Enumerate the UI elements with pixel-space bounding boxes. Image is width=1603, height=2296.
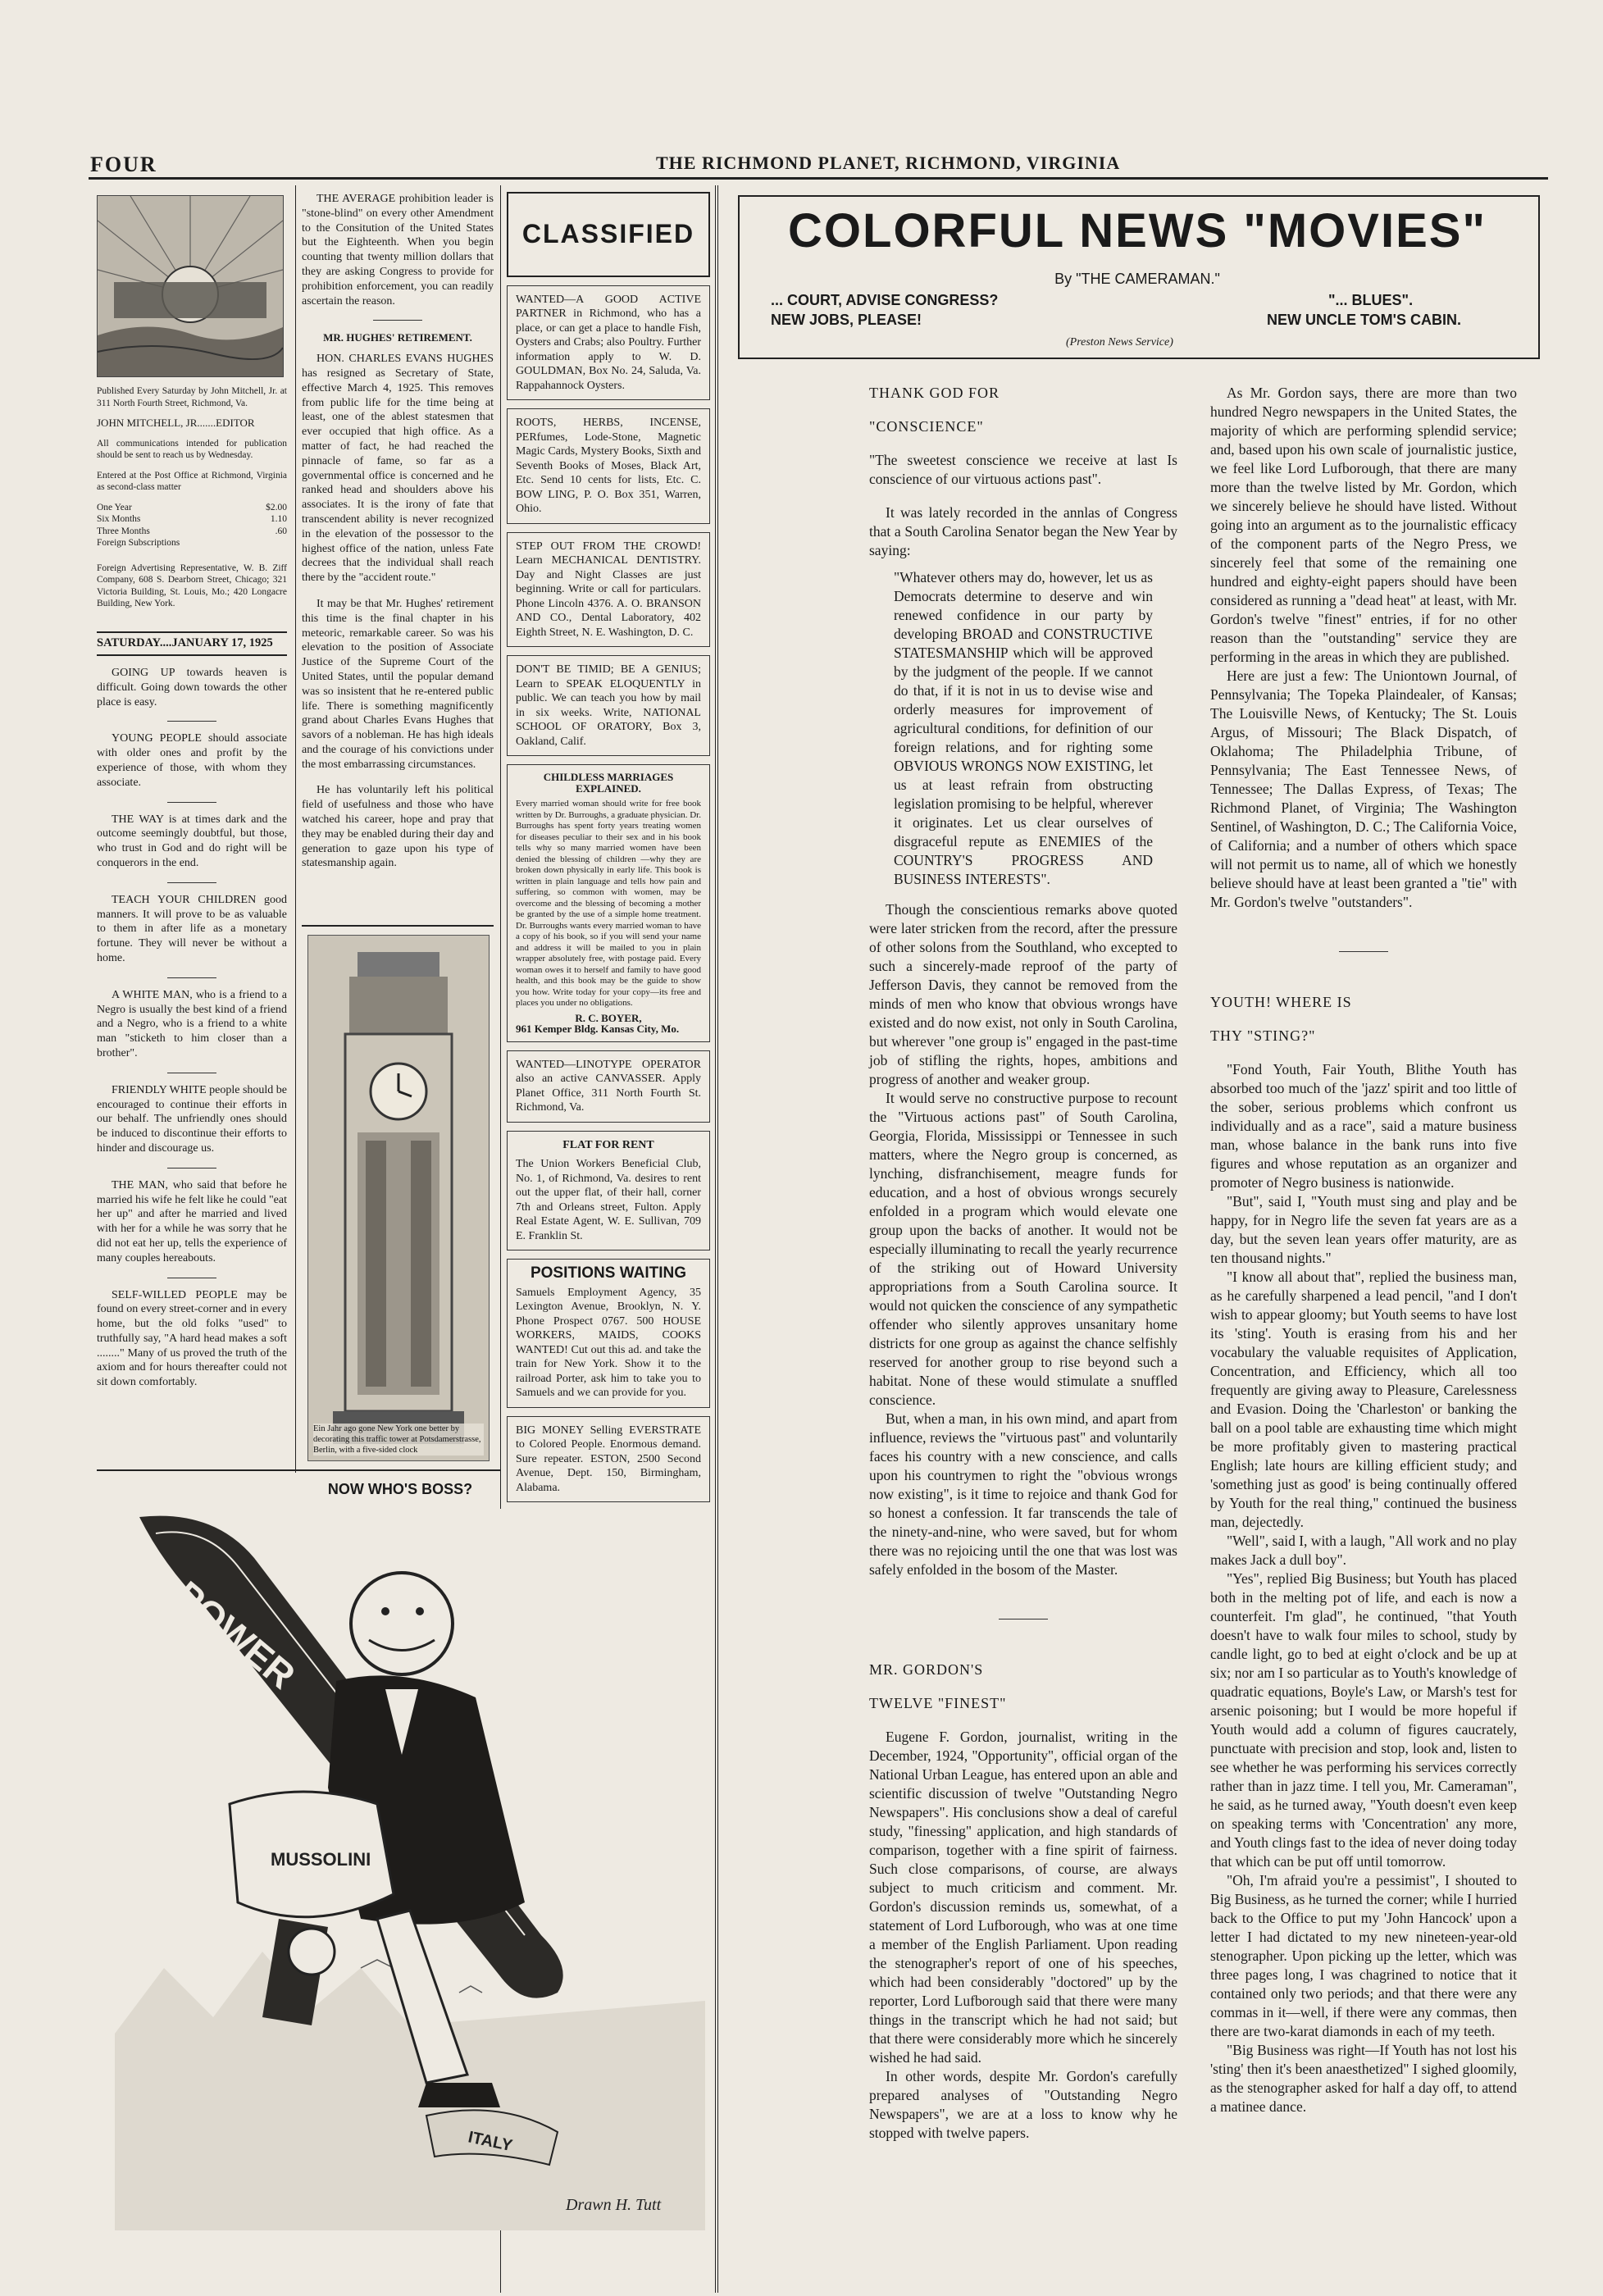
publication-notice: All communications intended for publication should be sent to reach us by Wednesday. bbox=[97, 438, 287, 460]
paragraph: GOING UP towards heaven is difficult. Going down towards the other place is easy. bbox=[97, 667, 287, 708]
paper-title: THE RICHMOND PLANET, RICHMOND, VIRGINIA bbox=[656, 153, 1121, 173]
childless-text: Every married woman should write for free book written by Dr. Burroughs, a graduate physician. Dr. Burroughs has spent forty years treating women for diseases peculiar to their sex and in his book tells why so many married women have been denied the blessing of children —why they are broken down physically in early life. This book is written in plain language and tells how pain and suffering, so common with women, may be overcome and the blessing of becoming a mother be granted by the use of a simple home treatment. Dr. Burroughs wants every married woman to have a copy of his book, so if you will send your name and address it will be mailed to you in plain wrapper absolutely free, with postage paid. Every woman owes it to herself and family to have good health, and this book may be the guide to show you how. Write today for your copy—its free and places you under no obligations. bbox=[516, 799, 701, 1008]
article2-heading-2: TWELVE "FINEST" bbox=[869, 1695, 1007, 1711]
childless-signature: R. C. BOYER, bbox=[575, 1011, 642, 1024]
article2-paragraph: As Mr. Gordon says, there are more than two hundred Negro newspapers in the United States, the majority of which are performing splendid service; and, based upon his own scale of journalistic justice, we feel like Lord Lufborough, that there are many more than the twelve listed by Mr. Gordon, which we sincerely believe he should have listed. Without going into an argument as to the journalistic efficacy of the component parts of the Negro Press, we sincerely feel that some of the remaining one hundred and eighty-eight papers should have been considered as running a "dead heat" at least, with Mr. Gordon's twelve "finest" entries, if for no other reason than the "outstanding" service they are performing in the areas in which they are published. bbox=[1210, 385, 1517, 665]
dateline: SATURDAY....JANUARY 17, 1925 bbox=[97, 636, 273, 649]
feature-credit: (Preston News Service) bbox=[1066, 336, 1173, 348]
paragraph: TEACH YOUR CHILDREN good manners. It will prove to be as valuable to them in after life as a monetary fortune. They will never be without a home. bbox=[97, 893, 287, 964]
advertising-rep: Foreign Advertising Representative, W. B. Ziff Company, 608 S. Dearborn Street, Chicago; 321 Victoria Building, St. Louis, Mo.; 420 Longacre Building, New York. bbox=[97, 563, 287, 608]
paragraph: He has voluntarily left his political field of usefulness and those who have watched his career, hope and pray that they may be enabled during their day and generation to gaze upon his type of statesmanship again. bbox=[302, 784, 494, 870]
separator bbox=[167, 802, 216, 803]
page-number: FOUR bbox=[90, 153, 157, 176]
photo-caption: Ein Jahr ago gone New York one better by decorating this traffic tower at Potsdamerstrasse, Berlin, with a five-sided clock bbox=[313, 1424, 484, 1456]
article3-heading-1: YOUTH! WHERE IS bbox=[1210, 994, 1352, 1010]
article3-paragraph: "Oh, I'm afraid you're a pessimist", I shouted to Big Business, as he turned the corner; while I hurried back to the Office to put my 'John Hancock' upon a letter I had dictated to my new nineteen-year-old stenographer. Upon picking up the letter, which was three pages long, I was chagrined to notice that it contained only two periods; and that there were any commas in it—well, if there were any commas, then there are two-karat diamonds in each of my teeth. bbox=[1210, 1872, 1517, 2039]
separator bbox=[999, 1619, 1048, 1620]
article2-paragraph: In other words, despite Mr. Gordon's carefully prepared analyses of "Outstanding Negro Newspapers", we are at a loss to know why he stopped with twelve papers. bbox=[869, 2068, 1177, 2141]
article3-heading-2: THY "STING?" bbox=[1210, 1027, 1316, 1044]
paragraph: YOUNG PEOPLE should associate with older ones and profit by the experience of those, with whom they associate. bbox=[97, 732, 287, 789]
article3-paragraph: "I know all about that", replied the business man, as he carefully sharpened a lead pencil, "and I don't wish to appear gloomy; but Youth seems to have lost its 'sting'. Youth is erasing from his and her vocabulary the valuable requisites of Application, Concentration, and Efficiency, which all too frequently are giving away to Pleasure, Carelessness and Evasion. Doing the 'Charleston' or banking the ball on a pool table are exhausting time which might be more profitably given to mastering practical English; late hours are killing efficient study; and 'something just as good' is being continually offered by Youth for the real thing," continued the business man, dejectedly. bbox=[1210, 1269, 1517, 1530]
paragraph: HON. CHARLES EVANS HUGHES has resigned as Secretary of State, effective March 4, 1925. This removes from public life for the time being at least, one of the ablest statesmen that ever occupied that high office. As a matter of fact, he had reached the pinnacle of fame, so far as a governmental office is concerned and he ranked head and shoulders above his associates. It is the irony of fate that transcendent ability is never recognized in the elevation of the possessor to the highest office of the nation, unless Fate decrees that the individual shall reach there by the "accident route." bbox=[302, 353, 494, 585]
bigmoney-ad: BIG MONEY Selling EVERSTRATE to Colored People. Enormous demand. Sure repeater. ESTON, 2500 Second Avenue, Dept. 150, Birmingham, Alabama. bbox=[507, 1416, 710, 1503]
flat-text: The Union Workers Beneficial Club, No. 1, of Richmond, Va. desires to rent out the upper flat, of their hall, corner 7th and Orleans street, Fulton. Apply Real Estate Agent, W. E. Sullivan, 709 E. Franklin St. bbox=[516, 1158, 701, 1242]
feature-banner-title: COLORFUL NEWS "MOVIES" bbox=[788, 204, 1487, 257]
article1-paragraph: But, when a man, in his own mind, and apart from influence, reviews the "virtuous past" and voluntarily faces his country with a new conscience, and calls upon his countrymen to right the "obvious wrongs now existing", is it time to rejoice and thank God for so honest a confession. It far transcends the tale of the ninety-and-nine, who were saved, but for whom there was no rejoicing until the one that was lost was safely enfolded in the bosom of the Master. bbox=[869, 1410, 1177, 1578]
article3-paragraph: "Big Business was right—If Youth has not lost his 'sting' then it's been anaesthetized" I sighed gloomily, as the stenographer asked for half a day off, to attend a matinee dance. bbox=[1210, 2042, 1517, 2115]
article3-paragraph: "Fond Youth, Fair Youth, Blithe Youth has absorbed too much of the 'jazz' spirit and too little of the sober, serious problems which confront us individually and as a race", said a mature business man, whose balance in the bank runs into five figures and whose reputation as an organizer and promoter of Negro business is nationwide. bbox=[1210, 1061, 1517, 1191]
subscription-rates bbox=[97, 502, 287, 549]
column-rule bbox=[295, 185, 296, 1473]
article1-quote: "Whatever others may do, however, let us as Democrats determine to deserve and win renewed confidence in our party by developing BROAD and CONSTRUCTIVE STATESMANSHIP which will be approved by the judgment of the people. If we cannot do that, if it is not in us to devise wise and orderly measures for improvement of agricultural conditions, for definition of our foreign relations, and for righting some OBVIOUS WRONGS NOW EXISTING, let us at least refrain from obstructing legislation promising to be helpful, wherever it originates. Let us clear ourselves of disgraceful repute as ENEMIES of the COUNTRY'S PROGRESS AND BUSINESS INTERESTS". bbox=[894, 569, 1153, 887]
club-label: POWER bbox=[166, 1572, 304, 1697]
dateline-rule-top bbox=[97, 631, 287, 633]
paragraph: It may be that Mr. Hughes' retirement this time is the final chapter in his meteoric, remarkable career. So was his elevation to the position of Associate Justice of the Supreme Court of the United States, until the popular demand was so insistent that he re-entered public life. There is something magnificently grand about Charles Evans Hughes that savors of a nobleman. He has high ideals and the courage of his convictions under the most embarrassing circumstances. bbox=[302, 597, 494, 771]
rate-row: Three Months .60 bbox=[97, 526, 287, 536]
childless-address: 961 Kemper Bldg. Kansas City, Mo. bbox=[516, 1023, 680, 1035]
photo-rule bbox=[302, 925, 494, 927]
feature-teaser-right-2: NEW UNCLE TOM'S CABIN. bbox=[1267, 312, 1461, 328]
article3-paragraph: "But", said I, "Youth must sing and play and be happy, for in Negro life the seven fat years are as a day, but the seven lean years offer maturity, are as ten thousand nights." bbox=[1210, 1193, 1517, 1266]
classified-column bbox=[507, 192, 710, 1510]
left-column-mast bbox=[97, 385, 287, 622]
article2-paragraph: Here are just a few: The Uniontown Journal, of Pennsylvania; The Topeka Plaindealer, of Kansas; The Louisville News, of Kentucky; The St. Louis Argus, of Missouri; The Black Dispatch, of Oklahoma; The Philadelphia Tribune, of Pennsylvania; The East Tennessee News, of Tennessee; The Dallas Express, of Texas; The Richmond Planet, of Virginia; The Washington Sentinel, of Washington, D. C.; The California Voice, of California; and a number of others which space will not permit us to name, all of which we honestly believe should have at least been granted a "tie" with Mr. Gordon's twelve "outstanders". bbox=[1210, 667, 1517, 910]
paragraph: A WHITE MAN, who is a friend to a Negro is usually the best kind of a friend and a Negro, who is a friend to a white man "sticketh to him closer than a brother". bbox=[97, 988, 287, 1059]
article3-paragraph: "Yes", replied Big Business; but Youth has placed both in the melting pot of life, and each is now a counterfeit. I'm glad", he continued, "that Youth doesn't have to walk four miles to school, study by candle light, go to bed at eight o'clock and be up at six; nor am I so particular as to Youth's knowledge of quadratic equations, Boyle's Law, or Marsh's test for arsenic poisoning; but I would be more hopeful if Youth would add a column of figures caucrately, punctuate with precision and stop, look and, listen to see whether he was performing his services correctly rather than in jazz time. I tell you, Mr. Cameraman", he said, as he turned away, "Youth doesn't even keep on speaking terms with 'Concentration' any more, and Youth clings fast to the idea of never doing today that which can be put off until tomorrow. bbox=[1210, 1570, 1517, 1870]
rate-row: One Year $2.00 bbox=[97, 502, 287, 512]
flat-ad bbox=[507, 1131, 710, 1251]
article1-heading-1: THANK GOD FOR bbox=[869, 385, 1000, 401]
positions-ad bbox=[507, 1259, 710, 1408]
column-rule bbox=[717, 185, 718, 2293]
paragraph: THE MAN, who said that before he married his wife he felt like he could "eat her up" and after he married and lived with her for a while he was sorry that he did not eat her up, tells the experience of many couples hereabouts. bbox=[97, 1178, 287, 1264]
article1-paragraph: Though the conscientious remarks above quoted were later stricken from the record, after the pressure of other solons from the Southland, who excepted to such a sincerely-made reproof of the party of Jefferson Davis, they cannot be removed from the minds of men who know that obvious wrongs have existed and do now exist, not only in South Carolina, but wherever "one group is" engaged in the past-time job of stifling the rights, hopes, ambitions and progress of another and weaker group. bbox=[869, 901, 1177, 1087]
masthead-engraving bbox=[97, 195, 284, 377]
editor-line: JOHN MITCHELL, JR.......EDITOR bbox=[97, 417, 255, 429]
classified-ad: STEP OUT FROM THE CROWD! Learn MECHANICAL DENTISTRY. Day and Night Classes are just beginning. Write or call for particulars. Phone Lincoln 4376. A. O. BRANSON AND CO., Dental Laboratory, 402 Eighth Street, N. E. Washington, D. C. bbox=[507, 532, 710, 648]
imprint: Published Every Saturday by John Mitchell, Jr. at 311 North Fourth Street, Richmond, Va. bbox=[97, 386, 287, 408]
article1-epigraph: "The sweetest conscience we receive at last Is conscience of our virtuous actions past". bbox=[869, 452, 1177, 487]
feature-teaser-left-2: NEW JOBS, PLEASE! bbox=[771, 312, 922, 328]
left-paragraphs bbox=[97, 666, 287, 1401]
classified-ad: DON'T BE TIMID; BE A GENIUS; Learn to SPEAK ELOQUENTLY in public. We can teach you how by mail in six weeks. Write, NATIONAL SCHOOL OF ORATORY, Box 3, Oakland, Calif. bbox=[507, 655, 710, 756]
article1-paragraph: It was lately recorded in the annlas of Congress that a South Carolina Senator began the New Year by saying: bbox=[869, 504, 1177, 558]
classified-ad: ROOTS, HERBS, INCENSE, PERfumes, Lode-Stone, Magnetic Magic Cards, Mystery Books, Sixth and Seventh Books of Moses, Black Art, Etc. Send 10 cents for lists, Etc. C. BOW LING, P. O. Box 351, Warren, Ohio. bbox=[507, 408, 710, 524]
entry-notice: Entered at the Post Office at Richmond, Virginia as second-class matter bbox=[97, 470, 287, 492]
positions-text: Samuels Employment Agency, 35 Lexington Avenue, Brooklyn, N. Y. Phone Prospect 0767. 500 HOUSE WORKERS, MAIDS, COOKS WANTED! Cut out this ad. and take the train for New York. Show it to the railroad Porter, ask him to take you to Samuels and we can provide for you. bbox=[516, 1286, 701, 1399]
classified-banner bbox=[507, 192, 710, 277]
childless-title: CHILDLESS MARRIAGES EXPLAINED. bbox=[543, 771, 674, 795]
paragraph: SELF-WILLED PEOPLE may be found on every street-corner and in every home, but the old folks "used" to truthfully say, "A hard head makes a soft ........" Many of us proved the truth of the axiom and for hours thereafter could not sit down comfortably. bbox=[97, 1288, 287, 1389]
separator bbox=[1339, 951, 1388, 952]
positions-title: POSITIONS WAITING bbox=[530, 1264, 686, 1282]
rate-row: Six Months 1.10 bbox=[97, 514, 287, 524]
cartoon-rule bbox=[97, 1469, 500, 1471]
victim-label: ITALY bbox=[466, 2128, 514, 2156]
feature-teaser-right-1: "... BLUES". bbox=[1328, 292, 1414, 308]
rate-row: Foreign Subscriptions bbox=[97, 538, 180, 548]
prohibition-paragraph: THE AVERAGE prohibition leader is "stone-blind" on every other Amendment to the Consitution of the United States but the Eighteenth. When you begin counting that twenty million dollars that they are asking Congress to provide for prohibition enforcement, you can readily ascertain the reason. bbox=[302, 193, 494, 308]
classified-title: CLASSIFIED bbox=[521, 219, 695, 248]
linotype-ad: WANTED—LINOTYPE OPERATOR also an active CANVASSER. Apply Planet Office, 311 North Fourth St. Richmond, Va. bbox=[507, 1050, 710, 1123]
column-rule bbox=[715, 185, 716, 2293]
flat-title: FLAT FOR RENT bbox=[562, 1138, 654, 1151]
cartoon-title: NOW WHO'S BOSS? bbox=[327, 1481, 473, 1497]
article1-paragraph: It would serve no constructive purpose to recount the "Virtuous actions past" of South Carolina, Georgia, Florida, Mississippi or Tennessee in such matters, where the Negro group is concerned, as lynching, disfranchisement, meagre funds for education, and a host of obvious wrongs securely enfolded in a program which would elevate one group upon the backs of another. It would not be especially illuminating to recall the yearly recurrence of the striking out of Howard University appropriations from a South Carolina source. It would not quicken the conscience of any sympathetic offender who silently approves unsanitary home districts for one group as against the chance selfishly reserved for another group to rise beyond such a habitat. None of these would stimulate a snuffled conscience. bbox=[869, 1090, 1177, 1408]
dateline-rule-bottom bbox=[97, 654, 287, 656]
separator bbox=[167, 977, 216, 978]
article2-paragraph: Eugene F. Gordon, journalist, writing in the December, 1924, "Opportunity", official organ of the National Urban League, has entered upon an able and scientific discussion of twelve "Outstanding Negro Newspapers". His conclusions show a deal of careful study, "finessing" application, and high standards of comparison, together with a fine spirit of fairness. Such close comparisons, of course, are always subject to much criticism and comment. Mr. Gordon's discussion reminds us, somewhat, of a statement of Lord Lufborough, who was at one time a member of the English Parliament. Upon reading the stenographer's report of one of his speeches, which had been considerably "doctored" up by the reporter, Lord Lufborough said that there were many things in the transcript which he had not said; but that there were considerably more which he sincerely wished he had said. bbox=[869, 1729, 1177, 2066]
childless-ad bbox=[507, 764, 710, 1042]
separator bbox=[167, 721, 216, 722]
separator bbox=[373, 320, 422, 321]
article1-heading-2: "CONSCIENCE" bbox=[869, 418, 984, 435]
middle-column bbox=[302, 192, 494, 882]
cartoon-signature: Drawn H. Tutt bbox=[566, 2196, 662, 2214]
classified-ad: WANTED—A GOOD ACTIVE PARTNER in Richmond, who has a place, or can get a place to handle Fish, Oysters and Crabs; also Poultry. Further information apply to W. D. GOULDMAN, Box No. 24, Saluda, Va. Rappahannock Oysters. bbox=[507, 285, 710, 401]
article-column-b bbox=[1210, 384, 1517, 2116]
article2-heading-1: MR. GORDON'S bbox=[869, 1661, 984, 1678]
figure-label: MUSSOLINI bbox=[271, 1849, 371, 1870]
header-rule bbox=[89, 177, 1548, 180]
separator bbox=[167, 882, 216, 883]
paragraph: THE WAY is at times dark and the outcome seemingly doubtful, but those, who trust in God and do right will be conquerors in the end. bbox=[97, 813, 287, 869]
retirement-heading: MR. HUGHES' RETIREMENT. bbox=[323, 331, 472, 344]
paragraph: FRIENDLY WHITE people should be encouraged to continue their efforts in our behalf. The unfriendly ones should be induced to discontinue their efforts to hinder and discourage us. bbox=[97, 1083, 288, 1155]
feature-byline: By "THE CAMERAMAN." bbox=[1054, 271, 1220, 287]
feature-teaser-left-1: ... COURT, ADVISE CONGRESS? bbox=[771, 292, 999, 308]
article-column-a bbox=[869, 384, 1177, 2143]
article3-paragraph: "Well", said I, with a laugh, "All work and no play makes Jack a dull boy". bbox=[1210, 1533, 1517, 1568]
cartoon-illustration bbox=[115, 1509, 705, 2230]
clock-tower-photo bbox=[307, 935, 490, 1461]
